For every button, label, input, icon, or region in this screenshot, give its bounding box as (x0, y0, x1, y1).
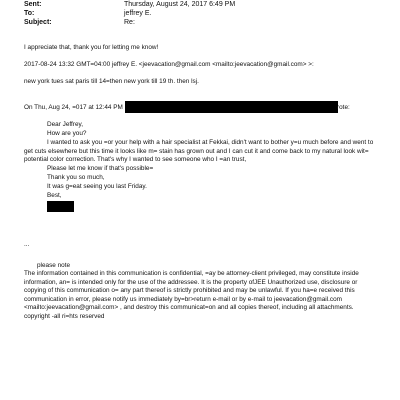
thank-you: Thank you so much, (47, 174, 105, 181)
great-seeing: It was g=eat seeing you last Friday. (47, 183, 147, 190)
best: Best, (47, 192, 62, 199)
how-are-you: How are you? (47, 130, 87, 137)
quote-header-2-start: On Thu, Aug 24, =017 at 12:44 PM (24, 104, 123, 111)
to-row (24, 10, 152, 18)
disclaimer: The information contained in this communication is confidential, =ay be attorney-client privileged, may constitute inside information, an= is intended only for the use of the addressee. It is the property ofJEE Unauthorized use, disclosure or copying of this communication o= any part thereof is strictly prohibited and may be unlawful. If you ha=e received this communication in error, please notify us immediately by=br>return e-mail or by e-mail to jeevacation@gmail.com <mailto:jeevacation@gmail.com> , and destroy this communicat=on and all copies thereof, including all attachments. copyright -all ri=hts reserved (24, 270, 359, 320)
quote-header-2-end: rote: (337, 104, 350, 111)
separator: ... (24, 241, 30, 248)
subject-value: Re: (124, 19, 135, 26)
subject-row (24, 19, 135, 27)
greeting: Dear Jeffrey, (47, 121, 83, 128)
to-label: To: (24, 10, 35, 17)
to-value: jeffrey E. (124, 10, 152, 17)
sent-row (24, 1, 235, 9)
main-paragraph: I wanted to ask you =or your help with a hair specialist at Fekkai, didn't want to bother y=u much before and went to get cuts elsewhere but this time it looks like m= stain has grown out and I can cut it and come back to my natural look wit= potential color correction. That's why I wanted to see someone who I =an trust, (24, 139, 374, 164)
sent-label: Sent: (24, 1, 42, 8)
schedule-line: new york tues sat paris till 14=then new york till 19 th. then lsj. (24, 78, 199, 85)
thanks-line: I appreciate that, thank you for letting me know! (24, 44, 159, 51)
let-me-know: Please let me know if that's possible= (47, 165, 154, 172)
subject-label: Subject: (24, 19, 52, 26)
please-note: please note (37, 262, 71, 269)
sent-value: Thursday, August 24, 2017 6:49 PM (124, 1, 236, 8)
quote-header-1: 2017-08-24 13:32 GMT=04:00 jeffrey E. <jeevacation@gmail.com <mailto:jeevacation@gmail.com> >: (24, 61, 314, 68)
quote-header-2 (24, 104, 123, 112)
redaction-bar (125, 101, 338, 113)
signature-redaction (47, 201, 74, 212)
